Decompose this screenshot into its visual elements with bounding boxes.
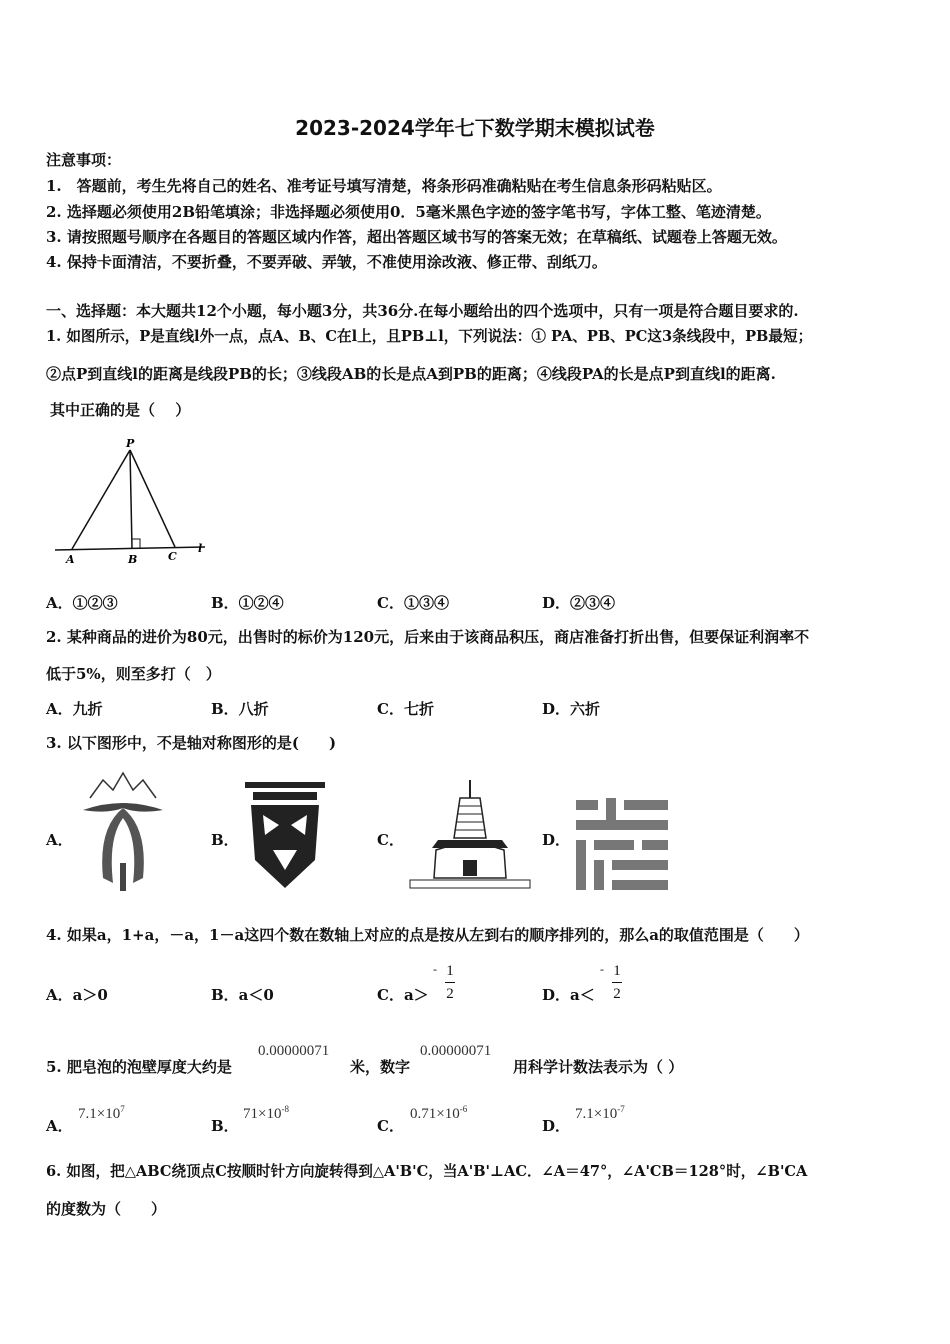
q2-option-c[interactable]: C．七折 xyxy=(377,700,434,718)
q3-option-d[interactable]: D． xyxy=(542,831,571,849)
opera-mask-image xyxy=(243,780,328,892)
q5-option-b-value: $71\times 10^{-8}$ xyxy=(243,1104,289,1122)
fraction xyxy=(445,962,455,1003)
q5-option-d-value: $7.1\times 10^{-7}$ xyxy=(575,1104,625,1122)
section-heading: 一、选择题：本大题共12个小题，每小题3分，共36分.在每小题给出的四个选项中，只有一项是符合题目要求的. xyxy=(46,302,799,320)
q4-text: 4. 如果a，1+a，－a，1－a这四个数在数轴上对应的点是按从左到右的顺序排列的，那么a的取值范围是（ ） xyxy=(46,926,809,944)
q5-option-d[interactable]: D． xyxy=(542,1117,571,1135)
q5-option-a-value: $7.1\times 10^7$ xyxy=(78,1104,125,1122)
minus-sign: - xyxy=(433,962,437,976)
fraction-num: 1 xyxy=(613,963,621,979)
q2-option-b[interactable]: B．八折 xyxy=(211,700,269,718)
q5-option-b[interactable]: B． xyxy=(211,1117,239,1135)
q2-text: 低于5%，则至多打（ ） xyxy=(46,665,221,683)
fraction-den: 2 xyxy=(446,986,454,1002)
q1-option-d[interactable]: D．②③④ xyxy=(542,594,616,612)
q3-option-b[interactable]: B． xyxy=(211,831,239,849)
pagoda-image xyxy=(408,778,533,893)
q6-text: 6. 如图，把△ABC绕顶点C按顺时针方向旋转得到△A'B'C，当A'B'⊥AC．∠A＝47°，∠A'CB＝128°时，∠B'CA xyxy=(46,1163,808,1180)
q1-option-a[interactable]: A．①②③ xyxy=(46,594,118,612)
label-a: A xyxy=(66,553,75,565)
q4-option-c[interactable]: C．a＞ xyxy=(377,986,429,1004)
q5-text-part1: 5. 肥皂泡的泡壁厚度大约是 xyxy=(46,1058,232,1076)
q1-option-c[interactable]: C．①③④ xyxy=(377,594,449,612)
q2-text: 2. 某种商品的进价为80元，出售时的标价为120元，后来由于该商品积压，商店准备打折出售，但要保证利润率不 xyxy=(46,628,810,646)
notice-item: 2. 选择题必须使用2B铅笔填涂；非选择题必须使用0．5毫米黑色字迹的签字笔书写，字体工整、笔迹清楚。 xyxy=(46,203,771,221)
page-title: 2023-2024学年七下数学期末模拟试卷 xyxy=(295,116,655,140)
notice-item: 4. 保持卡面清洁，不要折叠，不要弄破、弄皱，不准使用涂改液、修正带、刮纸刀。 xyxy=(46,253,607,271)
q1-text: ②点P到直线l的距离是线段PB的长；③线段AB的长是点A到PB的距离；④线段PA的长是点P到直线l的距离. xyxy=(46,365,776,383)
q3-option-c[interactable]: C． xyxy=(377,831,404,849)
q1-prompt: 其中正确的是（ ） xyxy=(50,401,191,419)
label-l: l xyxy=(198,542,203,555)
notice-item: 1. 答题前，考生先将自己的姓名、准考证号填写清楚，将条形码准确粘贴在考生信息条形码粘贴区。 xyxy=(46,177,722,195)
q5-value: 0.00000071 xyxy=(258,1043,330,1059)
label-b: B xyxy=(128,553,138,565)
bird-symbol-image xyxy=(78,768,168,893)
minus-sign: - xyxy=(600,962,604,976)
q5-option-c[interactable]: C． xyxy=(377,1117,404,1135)
pattern-symbol-image xyxy=(576,798,670,892)
label-c: C xyxy=(168,550,177,563)
q2-option-d[interactable]: D．六折 xyxy=(542,700,601,718)
fraction-den: 2 xyxy=(613,986,621,1002)
fraction-num: 1 xyxy=(446,963,454,979)
q5-option-a[interactable]: A． xyxy=(46,1117,73,1135)
q1-option-b[interactable]: B．①②④ xyxy=(211,594,284,612)
q5-value: 0.00000071 xyxy=(420,1043,492,1059)
q1-text: 1. 如图所示，P是直线l外一点，点A、B、C在l上，且PB⊥l，下列说法：① PA、PB、PC这3条线段中，PB最短； xyxy=(46,328,813,345)
q6-text: 的度数为（ ） xyxy=(46,1200,167,1218)
notice-item: 3. 请按照题号顺序在各题目的答题区域内作答，超出答题区域书写的答案无效；在草稿纸、试题卷上答题无效。 xyxy=(46,228,787,246)
q5-option-c-value: $0.71\times 10^{-6}$ xyxy=(410,1104,468,1122)
q4-option-a[interactable]: A．a＞0 xyxy=(46,986,108,1004)
q4-option-b[interactable]: B．a＜0 xyxy=(211,986,274,1004)
q3-text: 3. 以下图形中，不是轴对称图形的是( ) xyxy=(46,734,337,752)
q1-figure xyxy=(50,435,220,565)
notice-heading: 注意事项： xyxy=(46,151,122,169)
q4-option-d[interactable]: D．a＜ xyxy=(542,986,595,1004)
q5-text-part3: 用科学计数法表示为（ ） xyxy=(513,1058,684,1076)
q5-text-part2: 米，数字 xyxy=(350,1058,411,1076)
q2-option-a[interactable]: A．九折 xyxy=(46,700,103,718)
label-p: P xyxy=(126,437,135,450)
fraction xyxy=(612,962,622,1003)
q3-option-a[interactable]: A． xyxy=(46,831,73,849)
